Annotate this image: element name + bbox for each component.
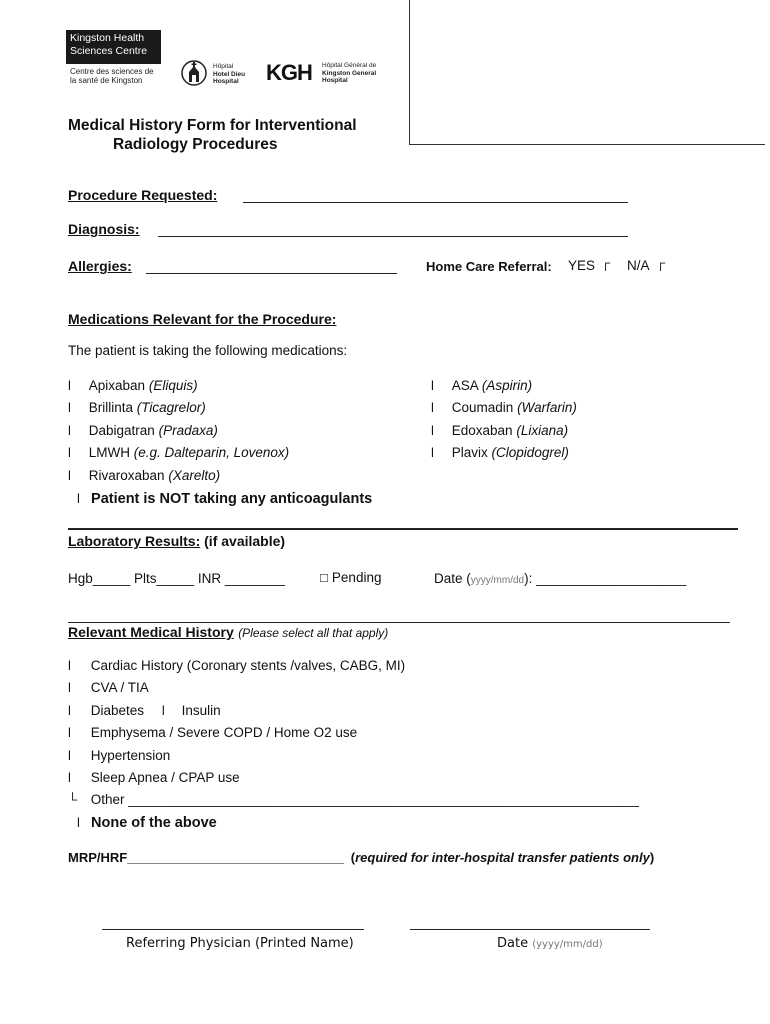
medications-left-list [68,378,289,490]
medications-heading: Medications Relevant for the Procedure: [68,311,337,327]
none-above-checkbox[interactable]: l [77,815,80,830]
hdh-line3: Hospital [213,78,239,85]
history-checkbox[interactable]: l [68,702,71,718]
section-divider [68,528,738,530]
lab-date-field[interactable] [434,571,686,586]
medication-item[interactable] [68,445,289,467]
medication-checkbox[interactable]: l [431,378,434,393]
history-label: CVA / TIA [90,680,149,696]
procedure-label: Procedure Requested: [68,187,218,203]
hdh-line1: Hôpital [213,63,234,70]
diagnosis-label: Diagnosis: [68,221,140,237]
hotel-dieu-name [213,63,245,86]
physician-name-line[interactable] [102,929,364,930]
medication-name: Plavix [451,445,488,461]
patient-label-box [409,0,765,145]
lab-date-label: Date ( [434,571,471,586]
medication-checkbox[interactable]: l [68,445,71,461]
hdh-line2: Hotel Dieu [213,70,246,78]
medication-name: Apixaban [88,378,146,393]
kgh-line1: Hôpital Général de [322,62,377,69]
medication-brand: (Ticagrelor) [136,400,206,416]
history-item-other[interactable] [68,792,639,814]
medication-item[interactable] [431,445,577,467]
history-label: Sleep Apnea / CPAP use [90,769,240,785]
medication-checkbox[interactable]: l [431,445,434,461]
mrp-note: required for inter-hospital transfer patients only [355,850,650,865]
medication-brand: (Xarelto) [168,467,221,483]
history-checkbox[interactable]: l [68,725,71,741]
medication-brand: (e.g. Dalteparin, Lovenox) [133,445,290,461]
history-checkbox[interactable]: l [68,769,71,785]
medication-brand: (Pradaxa) [158,422,218,438]
medication-checkbox[interactable]: l [431,400,434,416]
history-label: Diabetes [90,702,145,718]
diagnosis-field[interactable] [158,236,628,237]
medication-item[interactable] [68,468,289,490]
history-label: Hypertension [90,747,171,763]
history-heading-label: Relevant Medical History [68,624,234,640]
medication-checkbox[interactable]: l [68,467,71,483]
home-care-na-label: N/A [627,258,650,273]
medication-checkbox[interactable]: l [68,400,71,416]
medication-name: Coumadin [451,400,514,416]
history-label: Emphysema / Severe COPD / Home O2 use [90,725,358,741]
lab-date-format: yyyy/mm/dd [470,575,525,586]
none-above-label: None of the above [91,815,217,831]
medication-brand: (Warfarin) [517,400,577,416]
physician-caption: Referring Physician (Printed Name) [126,936,354,951]
medication-name: LMWH [88,445,131,461]
khsc-logo-line1: Kingston Health [70,32,145,44]
signature-date-format: (yyyy/mm/dd) [532,939,603,950]
home-care-label: Home Care Referral: [426,259,552,274]
no-anticoagulants-label: Patient is NOT taking any anticoagulants [91,491,373,507]
home-care-yes-label: YES [568,258,596,273]
history-heading [68,624,388,642]
history-item[interactable] [68,703,639,725]
history-checkbox[interactable]: l [68,747,71,763]
medication-checkbox[interactable]: l [431,422,434,438]
form-title-line2: Radiology Procedures [113,136,278,153]
medication-item[interactable] [431,400,577,422]
khsc-logo [66,30,161,64]
lab-heading-note: (if available) [204,533,286,549]
history-item[interactable] [68,725,639,747]
mrp-line[interactable] [68,850,654,865]
medication-name: Edoxaban [451,422,513,438]
kgh-line2: Kingston General [322,69,377,77]
medication-brand: (Eliquis) [148,378,198,393]
other-field[interactable]: Other ____________________________________________________________________ [90,792,639,808]
history-item[interactable] [68,748,639,770]
history-checkbox[interactable]: l [68,680,71,696]
medication-brand: (Lixiana) [516,422,569,438]
mrp-field[interactable]: MRP/HRF______________________________ [68,850,345,865]
pending-label: Pending [331,570,382,585]
history-item[interactable] [68,770,639,792]
insulin-label: Insulin [181,702,221,718]
procedure-field[interactable] [243,202,628,203]
allergies-field[interactable] [146,273,397,274]
pending-checkbox[interactable]: □ [320,570,329,585]
lab-heading [68,533,285,549]
lab-fields[interactable]: Hgb_____ Plts_____ INR ________ [68,571,285,586]
form-title-line1: Medical History Form for Interventional [68,117,357,134]
home-care-yes-checkbox[interactable]: ┌ [601,255,611,270]
medications-right-list [431,378,577,468]
signature-date-line[interactable] [410,929,650,930]
history-item[interactable] [68,680,639,702]
medication-item[interactable] [68,423,289,445]
khsc-french-line2: la santé de Kingston [70,76,143,85]
no-anticoagulants-option[interactable] [77,491,372,507]
medication-checkbox[interactable]: l [68,378,71,393]
khsc-french-line1: Centre des sciences de [70,67,154,76]
pending-option[interactable] [320,570,381,585]
none-above-option[interactable] [77,815,217,831]
kgh-logo: KGH [266,60,312,85]
medication-name: Dabigatran [88,422,155,438]
medication-name: ASA [451,378,479,393]
signature-date-caption [497,936,603,951]
history-item[interactable] [68,658,639,680]
lab-date-blank: ): ____________________ [524,571,687,586]
medication-name: Brillinta [88,400,134,416]
signature-date-label: Date [497,936,529,951]
medication-name: Rivaroxaban [88,467,165,483]
home-care-na-checkbox[interactable]: ┌ [656,255,666,270]
khsc-logo-line2: Sciences Centre [70,44,148,57]
medication-item[interactable] [431,378,577,400]
medication-checkbox[interactable]: l [68,422,71,438]
insulin-checkbox[interactable]: l [161,702,165,718]
medication-item[interactable] [68,378,289,400]
history-list [68,658,639,815]
mrp-note-close: ) [649,850,655,865]
medication-brand: (Aspirin) [481,378,533,393]
medications-intro: The patient is taking the following medications: [68,343,348,358]
medication-item[interactable] [431,423,577,445]
kgh-line3: Hospital [322,77,348,84]
allergies-label: Allergies: [68,258,132,274]
section-divider-thin [68,622,730,623]
history-heading-note: (Please select all that apply) [238,626,389,640]
other-checkbox[interactable]: └ [68,792,78,808]
lab-heading-label: Laboratory Results: [68,533,201,549]
medication-brand: (Clopidogrel) [491,445,569,461]
medication-item[interactable] [68,400,289,422]
hotel-dieu-logo-icon [181,60,207,86]
kgh-name [322,62,376,85]
no-anticoagulants-checkbox[interactable]: l [77,491,80,506]
history-label: Cardiac History (Coronary stents /valves, CABG, MI) [90,658,406,673]
mrp-note-open: ( [350,850,356,865]
khsc-french-name [70,67,154,85]
history-checkbox[interactable]: l [68,658,71,673]
